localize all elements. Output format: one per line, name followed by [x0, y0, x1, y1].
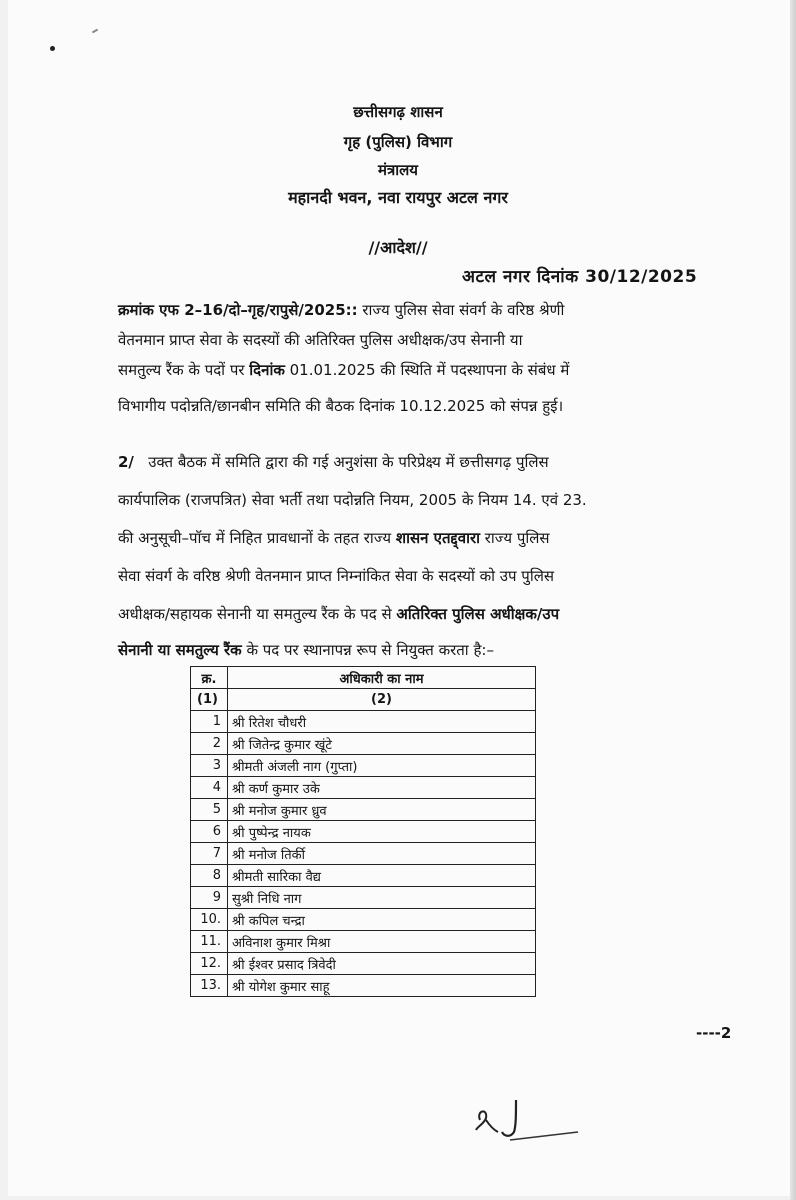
order-date: अटल नगर दिनांक 30/12/2025 — [462, 267, 698, 287]
table-column-number-row — [191, 689, 536, 711]
table-row — [191, 777, 536, 799]
para2-line3-c: राज्य पुलिस — [480, 529, 550, 547]
para2-line5-b: अतिरिक्त पुलिस अधीक्षक/उप — [396, 605, 560, 623]
officer-name: श्रीमती सारिका वैद्य — [228, 865, 536, 887]
para2-line6 — [118, 640, 736, 660]
officer-serial-number: 10. — [191, 909, 228, 931]
officer-serial-number: 8 — [191, 865, 228, 887]
officer-serial-number: 2 — [191, 733, 228, 755]
page-continuation: ----2 — [696, 1024, 732, 1042]
officer-name: सुश्री निधि नाग — [228, 887, 536, 909]
table-row — [191, 865, 536, 887]
officer-name: श्री ईश्वर प्रसाद त्रिवेदी — [228, 953, 536, 975]
officer-name: श्री पुष्पेन्द्र नायक — [228, 821, 536, 843]
officer-name: श्री योगेश कुमार साहू — [228, 975, 536, 997]
table-row — [191, 953, 536, 975]
para1-line3 — [118, 360, 736, 380]
officer-serial-number: 4 — [191, 777, 228, 799]
para1-line1 — [118, 300, 736, 320]
para2-line5 — [118, 604, 736, 624]
col-name-number: (2) — [228, 689, 536, 711]
table-row — [191, 821, 536, 843]
page-edge-shadow — [790, 0, 796, 1200]
para2-line3-a: की अनुसूची–पॉच में निहित प्रावधानों के तहत राज्य — [118, 529, 396, 547]
table-row — [191, 909, 536, 931]
officer-name: श्री मनोज तिर्की — [228, 843, 536, 865]
para1-line3-a: समतुल्य रैंक के पदों पर — [118, 361, 250, 379]
col-name-header: अधिकारी का नाम — [228, 667, 536, 689]
para2-line4: सेवा संवर्ग के वरिष्ठ श्रेणी वेतनमान प्राप्त निम्नांकित सेवा के सदस्यों को उप पुलिस — [118, 567, 555, 585]
table-row — [191, 887, 536, 909]
table-row — [191, 799, 536, 821]
para2-line3-b: शासन एतद्द्वारा — [395, 529, 480, 547]
officer-serial-number: 5 — [191, 799, 228, 821]
officers-table-body — [191, 711, 536, 997]
signature-image — [470, 1090, 580, 1150]
table-header-row — [191, 667, 536, 689]
para2-line6-a: सेनानी या समतुल्य रैंक — [118, 641, 242, 659]
scan-dot-mark — [50, 46, 55, 51]
officer-name: श्री कर्ण कुमार उके — [228, 777, 536, 799]
officers-table — [190, 666, 536, 997]
table-row — [191, 931, 536, 953]
officer-name: श्री रितेश चौधरी — [228, 711, 536, 733]
officer-serial-number: 13. — [191, 975, 228, 997]
officer-name: श्री मनोज कुमार ध्रुव — [228, 799, 536, 821]
col-serial-number: (1) — [191, 689, 228, 711]
officer-serial-number: 12. — [191, 953, 228, 975]
officer-name: श्रीमती अंजली नाग (गुप्ता) — [228, 755, 536, 777]
para1-line4: विभागीय पदोन्नति/छानबीन समिति की बैठक दिनांक 10.12.2025 को संपन्न हुई। — [118, 397, 564, 415]
officer-serial-number: 3 — [191, 755, 228, 777]
para2-line1 — [118, 452, 736, 472]
officer-name: श्री कपिल चन्द्रा — [228, 909, 536, 931]
para1-line1-text: राज्य पुलिस सेवा संवर्ग के वरिष्ठ श्रेणी — [357, 301, 565, 319]
table-row — [191, 843, 536, 865]
para2-number: 2/ — [118, 453, 134, 471]
order-reference-number: क्रमांक एफ 2–16/दो–गृह/रापुसे/2025:: — [118, 301, 358, 319]
para2-line6-b: के पद पर स्थानापन्न रूप से नियुक्त करता है:– — [241, 641, 494, 659]
para2-line1-text: उक्त बैठक में समिति द्वारा की गई अनुशंसा के परिप्रेक्ष्य में छत्तीसगढ़ पुलिस — [148, 453, 549, 471]
officer-serial-number: 6 — [191, 821, 228, 843]
table-row — [191, 975, 536, 997]
para2-line2: कार्यपालिक (राजपत्रित) सेवा भर्ती तथा पदोन्नति नियम, 2005 के नियम 14. एवं 23. — [118, 491, 587, 509]
header-address: महानदी भवन, नवा रायपुर अटल नगर — [288, 188, 508, 207]
officer-name: श्री जितेन्द्र कुमार खूंटे — [228, 733, 536, 755]
officer-name: अविनाश कुमार मिश्रा — [228, 931, 536, 953]
officer-serial-number: 7 — [191, 843, 228, 865]
para2-line3 — [118, 528, 736, 548]
officer-serial-number: 9 — [191, 887, 228, 909]
officer-serial-number: 1 — [191, 711, 228, 733]
table-row — [191, 711, 536, 733]
para1-line3-b: दिनांक — [249, 361, 285, 379]
officer-serial-number: 11. — [191, 931, 228, 953]
para2-line5-a: अधीक्षक/सहायक सेनानी या समतुल्य रैंक के पद से — [118, 605, 397, 623]
order-title: //आदेश// — [368, 238, 428, 257]
table-row — [191, 755, 536, 777]
col-serial-header: क्र. — [191, 667, 228, 689]
header-government: छत्तीसगढ़ शासन — [353, 103, 443, 121]
para1-line3-c: 01.01.2025 की स्थिति में पदस्थापना के संबंध में — [284, 361, 570, 379]
header-department: गृह (पुलिस) विभाग — [343, 133, 453, 151]
table-row — [191, 733, 536, 755]
header-ministry: मंत्रालय — [377, 161, 418, 179]
para1-line2: वेतनमान प्राप्त सेवा के सदस्यों की अतिरिक्त पुलिस अधीक्षक/उप सेनानी या — [118, 331, 523, 349]
